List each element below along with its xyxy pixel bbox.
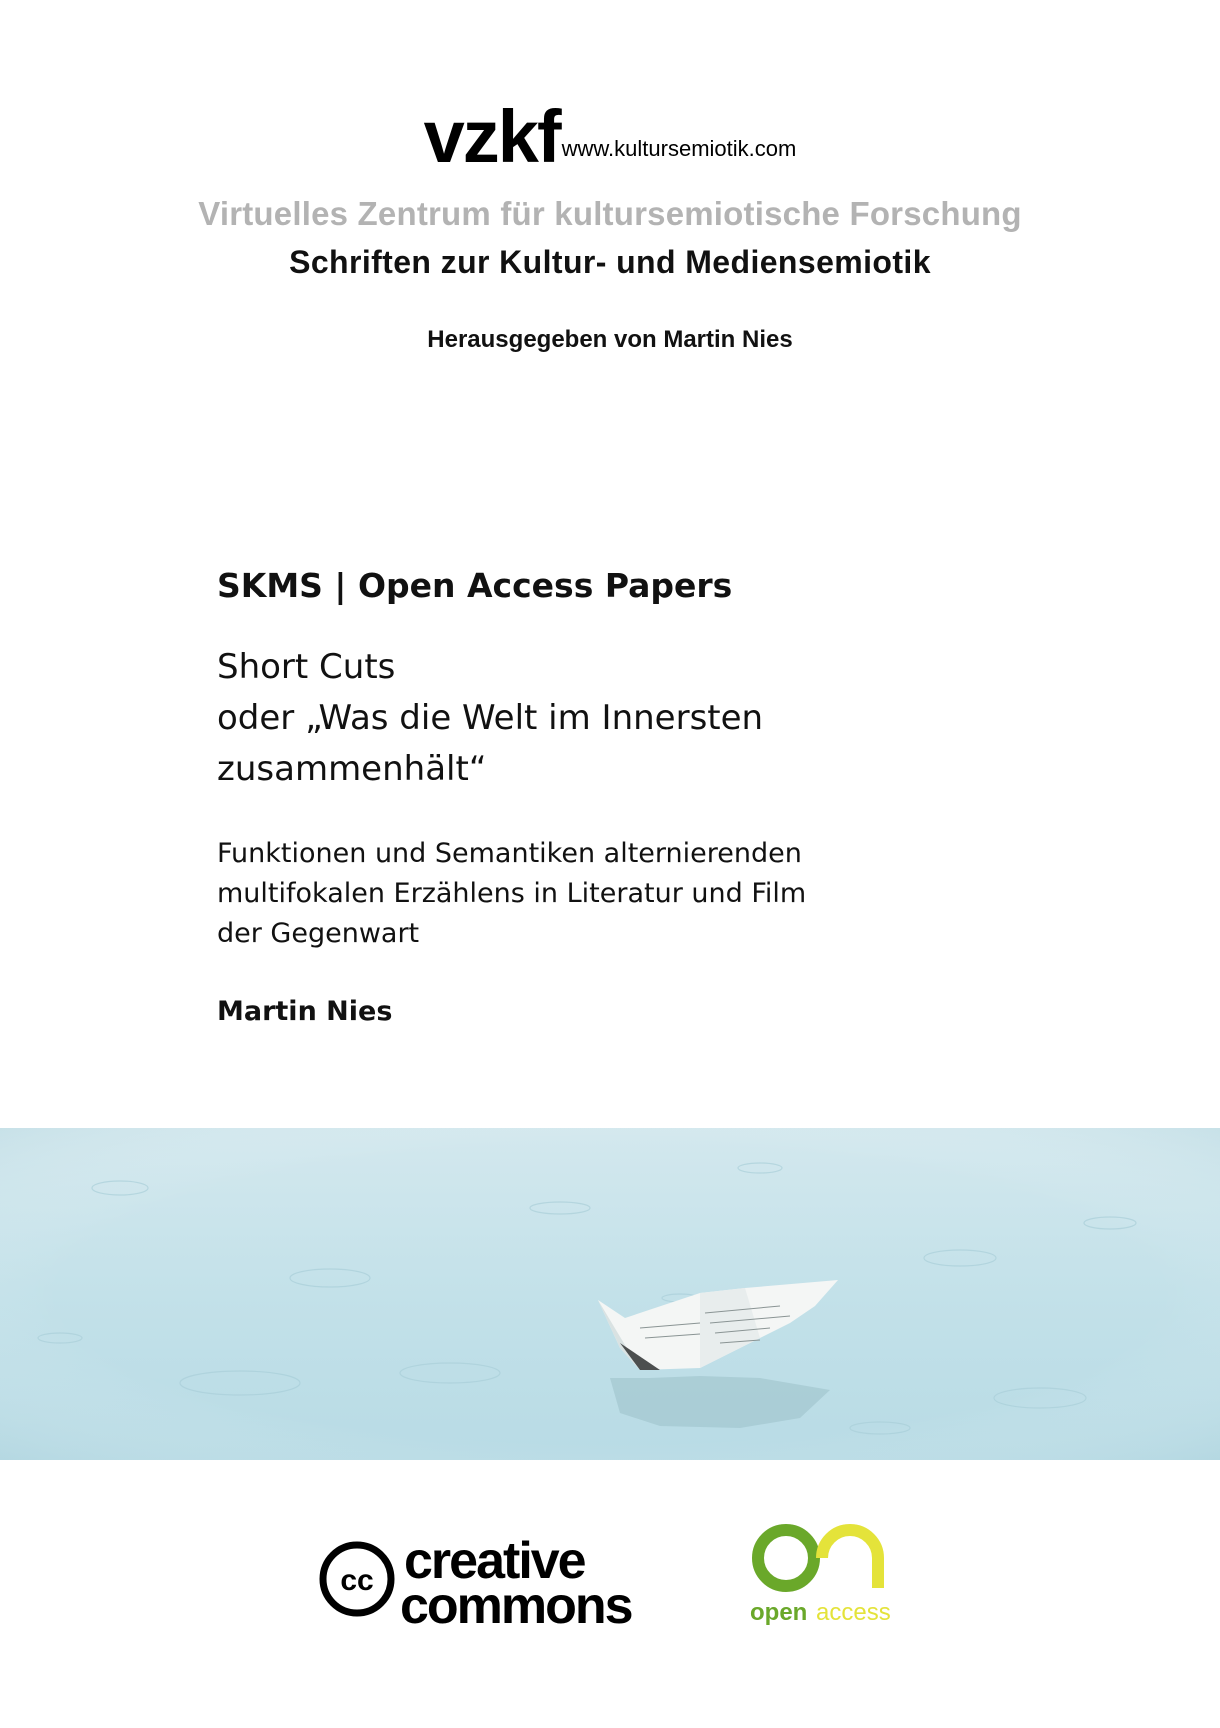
cc-word-creative: creative [404, 1532, 585, 1590]
oa-green-circle-icon [758, 1530, 814, 1586]
subtitle-line: Funktionen und Semantiken alternierenden [217, 838, 802, 869]
title-line: oder „Was die Welt im Innersten [217, 698, 764, 738]
vzkf-logo-url: www.kultursemiotik.com [561, 136, 797, 161]
oa-label-access: access [816, 1599, 891, 1626]
vzkf-logo [0, 95, 1220, 180]
subtitle-line: der Gegenwart [217, 918, 420, 949]
title-line: Short Cuts [217, 647, 396, 687]
paper-boat-on-water-image [0, 1128, 1220, 1460]
cc-circle-icon [323, 1545, 391, 1613]
vzkf-logo-word: vzkf [423, 95, 560, 178]
author-name: Martin Nies [217, 996, 393, 1027]
cc-badge-text: cc [340, 1564, 374, 1597]
oa-label-open: open [750, 1599, 808, 1626]
series-name: Schriften zur Kultur- und Mediensemiotik [289, 244, 931, 280]
center-name: Virtuelles Zentrum für kultursemiotische Forschung [198, 195, 1022, 232]
title-line: zusammenhält“ [217, 749, 487, 789]
cc-word-commons: commons [400, 1577, 632, 1630]
document-subtitle [217, 834, 857, 954]
document-title [217, 642, 763, 795]
open-access-logo [748, 1518, 898, 1636]
series-label: SKMS | Open Access Papers [217, 566, 733, 605]
editor-line: Herausgegeben von Martin Nies [427, 326, 793, 353]
subtitle-line: multifokalen Erzählens in Literatur und Film [217, 878, 807, 909]
oa-yellow-circle-icon [822, 1530, 878, 1588]
creative-commons-logo [318, 1530, 708, 1630]
